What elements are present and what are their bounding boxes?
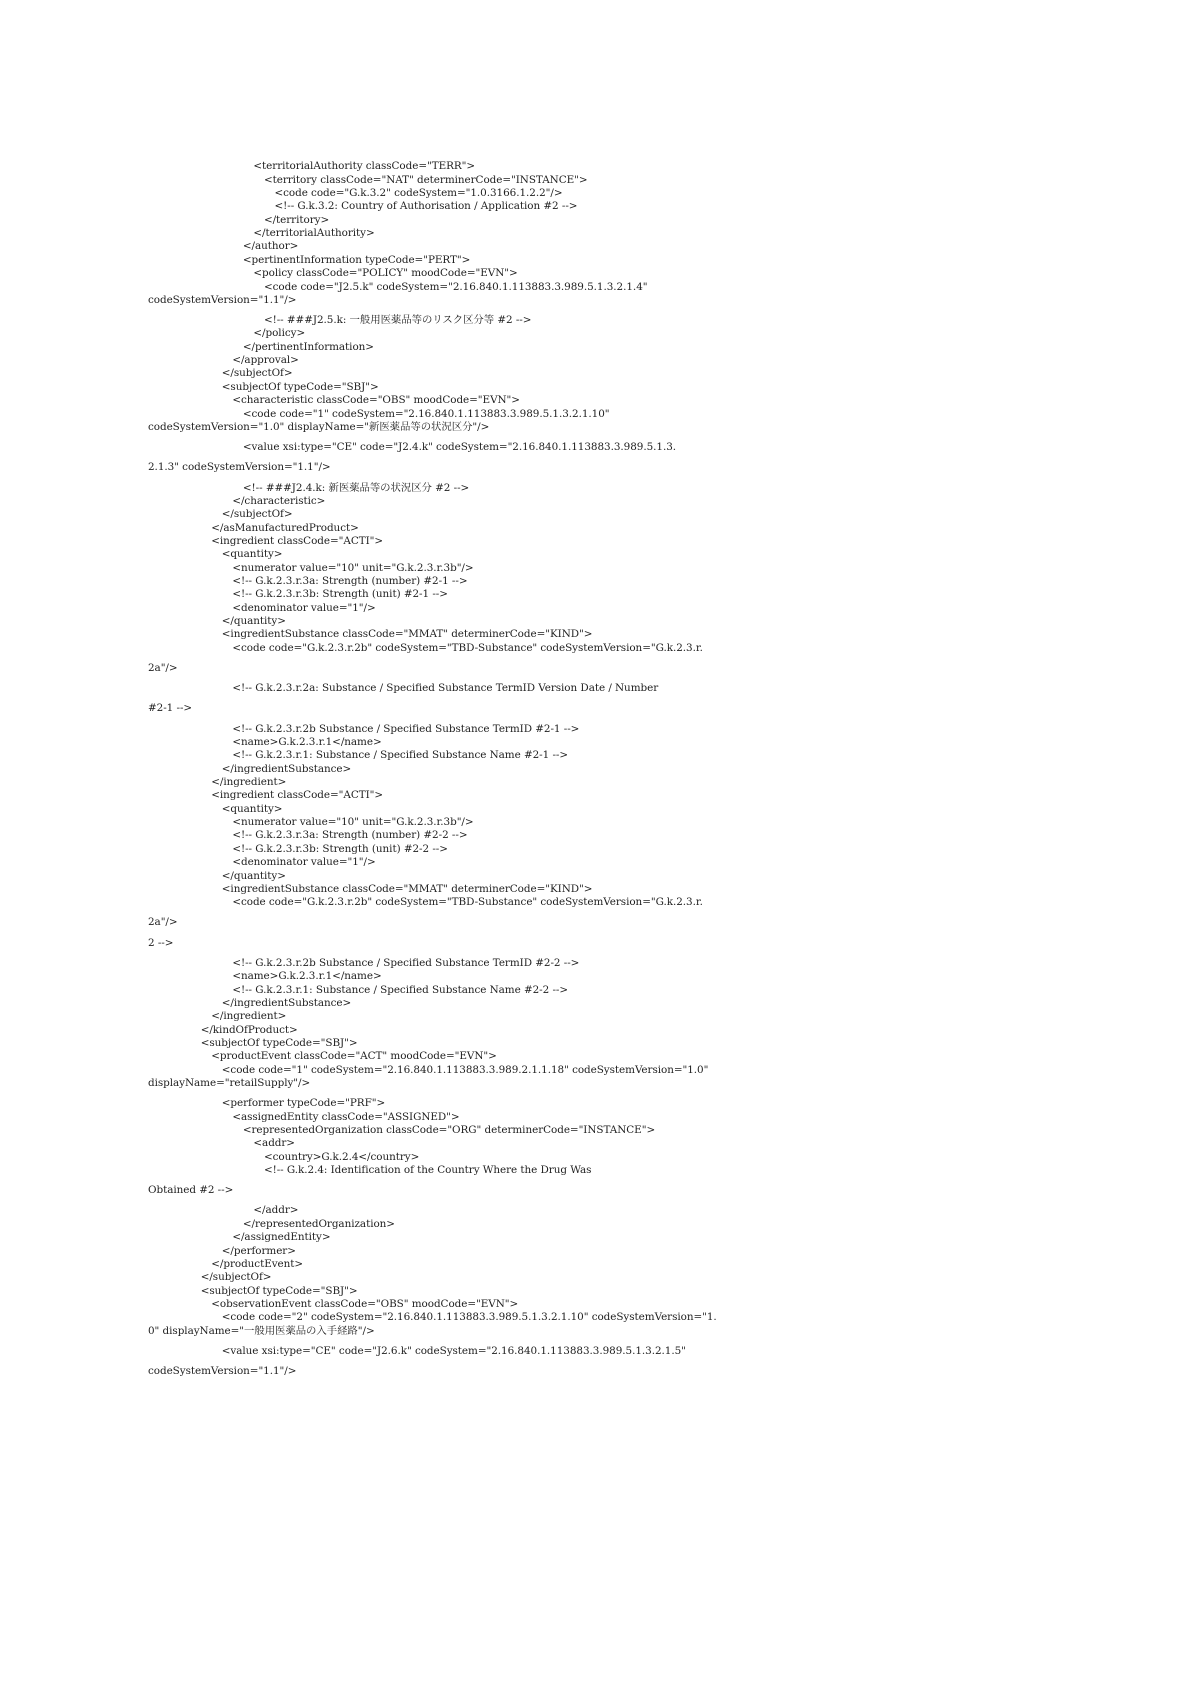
code-line: 2a"/> — [148, 916, 178, 929]
code-line: #2-1 --> — [148, 702, 193, 715]
code-line: </territorialAuthority> — [253, 227, 375, 240]
code-line: <observationEvent classCode="OBS" moodCode="EVN"> — [211, 1297, 519, 1310]
code-line: </representedOrganization> — [242, 1217, 395, 1230]
code-line: codeSystemVersion="1.0" displayName="新医薬品等の状況区分"/> — [148, 420, 490, 433]
code-line: <!-- G.k.3.2: Country of Authorisation / Application #2 --> — [274, 200, 578, 213]
code-line: </ingredient> — [211, 776, 287, 789]
code-line: <numerator value="10" unit="G.k.2.3.r.3b"/> — [232, 816, 474, 829]
code-line: 0" displayName="一般用医薬品の入手経路"/> — [148, 1324, 375, 1337]
code-line: <!-- G.k.2.3.r.3b: Strength (unit) #2-1 --> — [232, 588, 448, 601]
code-line: <code code="G.k.3.2" codeSystem="1.0.3166.1.2.2"/> — [274, 187, 563, 200]
code-line: <!-- G.k.2.3.r.3a: Strength (number) #2-1 --> — [232, 575, 468, 587]
code-line: </subjectOf> — [221, 508, 293, 521]
code-line: <ingredientSubstance classCode="MMAT" determinerCode="KIND"> — [221, 882, 593, 895]
code-line: </ingredientSubstance> — [221, 996, 352, 1009]
code-line: <!-- G.k.2.4: Identification of the Country Where the Drug Was — [263, 1164, 592, 1176]
code-line: <characteristic classCode="OBS" moodCode="EVN"> — [232, 394, 520, 407]
code-line: <!-- G.k.2.3.r.1: Substance / Specified Substance Name #2-1 --> — [232, 749, 569, 762]
code-line: <denominator value="1"/> — [232, 856, 376, 869]
code-line: <code code="G.k.2.3.r.2b" codeSystem="TBD-Substance" codeSystemVersion="G.k.2.3.r. — [232, 896, 703, 909]
code-line: <quantity> — [221, 548, 283, 561]
code-line: </quantity> — [221, 869, 286, 882]
code-line: </characteristic> — [232, 494, 326, 507]
code-line: </approval> — [232, 354, 299, 367]
code-line: Obtained #2 --> — [148, 1184, 234, 1197]
code-line: </assignedEntity> — [232, 1231, 331, 1244]
code-line: <addr> — [253, 1137, 295, 1150]
code-line: </territory> — [263, 213, 330, 226]
code-line: </pertinentInformation> — [242, 340, 374, 353]
code-line: <territorialAuthority classCode="TERR"> — [253, 160, 476, 173]
code-line: <name>G.k.2.3.r.1</name> — [232, 970, 382, 983]
code-line: <!-- G.k.2.3.r.2b Substance / Specified Substance TermID #2-2 --> — [232, 956, 580, 969]
code-line: <subjectOf typeCode="SBJ"> — [200, 1036, 358, 1049]
code-line: <!-- G.k.2.3.r.2b Substance / Specified Substance TermID #2-1 --> — [232, 722, 580, 735]
code-line: <numerator value="10" unit="G.k.2.3.r.3b"/> — [232, 561, 474, 574]
code-line: <value xsi:type="CE" code="J2.6.k" codeSystem="2.16.840.1.113883.3.989.5.1.3.2.1.5" — [221, 1344, 686, 1357]
code-line: <country>G.k.2.4</country> — [263, 1150, 420, 1163]
code-line: <code code="1" codeSystem="2.16.840.1.113883.3.989.2.1.1.18" codeSystemVersion="1.0" — [221, 1063, 709, 1076]
code-line: <performer typeCode="PRF"> — [221, 1097, 386, 1110]
code-line: <pertinentInformation typeCode="PERT"> — [242, 253, 471, 266]
code-line: <!-- G.k.2.3.r.3a: Strength (number) #2-2 --> — [232, 829, 468, 842]
code-line: <!-- G.k.2.3.r.2a: Substance / Specified Substance TermID Version Date / Number — [232, 682, 659, 695]
code-line: </subjectOf> — [200, 1271, 272, 1284]
code-line: </ingredientSubstance> — [221, 762, 352, 775]
code-line: </policy> — [253, 327, 306, 340]
code-line: </performer> — [221, 1244, 296, 1257]
code-line: </author> — [242, 240, 299, 253]
code-line: <policy classCode="POLICY" moodCode="EVN"> — [253, 267, 518, 280]
code-line: </ingredient> — [211, 1010, 287, 1023]
document-page — [148, 152, 1028, 1392]
code-line: <!-- G.k.2.3.r.1: Substance / Specified Substance Name #2-2 --> — [232, 983, 569, 996]
code-line: 2 --> — [148, 936, 174, 949]
code-line: 2a"/> — [148, 661, 178, 674]
code-line: 2.1.3" codeSystemVersion="1.1"/> — [148, 461, 331, 474]
code-line: </kindOfProduct> — [200, 1023, 298, 1036]
code-line: <code code="G.k.2.3.r.2b" codeSystem="TBD-Substance" codeSystemVersion="G.k.2.3.r. — [232, 641, 703, 654]
code-line: </subjectOf> — [221, 367, 293, 380]
code-line: </quantity> — [221, 615, 286, 628]
code-line: <ingredient classCode="ACTI"> — [211, 789, 384, 802]
code-line: <name>G.k.2.3.r.1</name> — [232, 736, 382, 748]
code-line: <subjectOf typeCode="SBJ"> — [200, 1284, 358, 1297]
code-line: <subjectOf typeCode="SBJ"> — [221, 380, 379, 393]
code-line: </productEvent> — [211, 1257, 304, 1270]
code-line: </addr> — [253, 1204, 299, 1217]
code-line: <representedOrganization classCode="ORG" determinerCode="INSTANCE"> — [242, 1123, 656, 1136]
code-line: <territory classCode="NAT" determinerCode="INSTANCE"> — [263, 173, 588, 186]
code-line: <ingredientSubstance classCode="MMAT" determinerCode="KIND"> — [221, 628, 593, 641]
code-line: <code code="J2.5.k" codeSystem="2.16.840.1.113883.3.989.5.1.3.2.1.4" — [263, 280, 648, 293]
code-line: <code code="2" codeSystem="2.16.840.1.113883.3.989.5.1.3.2.1.10" codeSystemVersion="1. — [221, 1311, 717, 1324]
code-line: codeSystemVersion="1.1"/> — [148, 293, 297, 306]
code-line: </asManufacturedProduct> — [211, 521, 359, 534]
code-line: <!-- G.k.2.3.r.3b: Strength (unit) #2-2 --> — [232, 842, 448, 855]
code-line: displayName="retailSupply"/> — [148, 1077, 311, 1090]
code-line: <!-- ###J2.4.k: 新医薬品等の状況区分 #2 --> — [242, 481, 470, 494]
code-line: <value xsi:type="CE" code="J2.4.k" codeSystem="2.16.840.1.113883.3.989.5.1.3. — [242, 441, 677, 454]
code-line: codeSystemVersion="1.1"/> — [148, 1365, 297, 1378]
code-line: <ingredient classCode="ACTI"> — [211, 534, 384, 547]
code-line: <!-- ###J2.5.k: 一般用医薬品等のリスク区分等 #2 --> — [263, 314, 532, 327]
code-line: <quantity> — [221, 802, 283, 815]
code-line: <denominator value="1"/> — [232, 601, 376, 614]
code-line: <code code="1" codeSystem="2.16.840.1.113883.3.989.5.1.3.2.1.10" — [242, 407, 610, 420]
code-line: <assignedEntity classCode="ASSIGNED"> — [232, 1110, 460, 1123]
code-line: <productEvent classCode="ACT" moodCode="EVN"> — [211, 1050, 497, 1063]
